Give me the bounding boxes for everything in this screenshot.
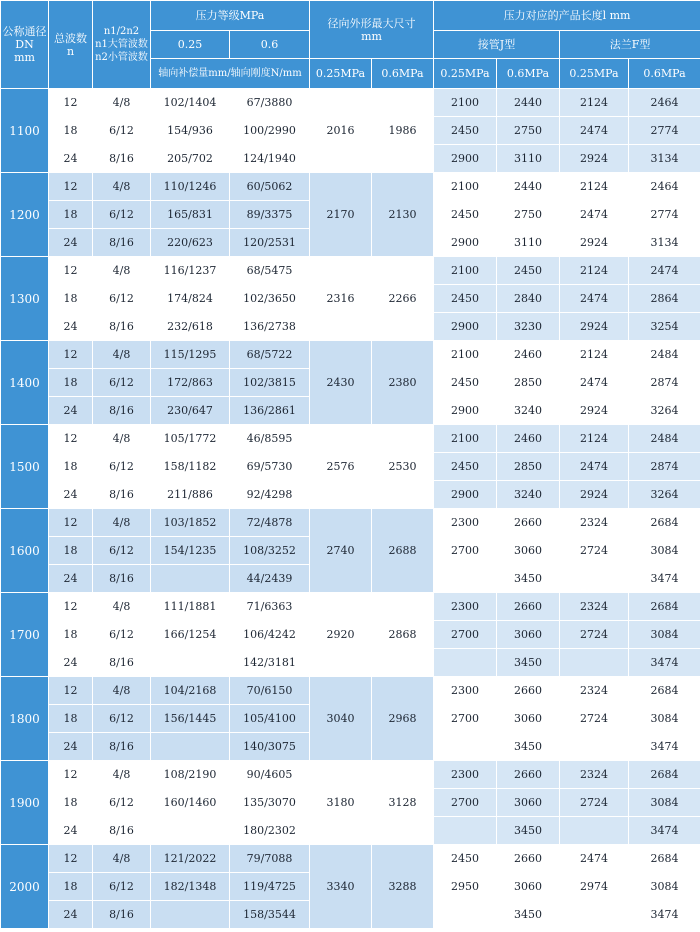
wave-ratio-cell: 8/16 [93, 145, 151, 173]
comp-06-cell: 140/3075 [230, 733, 310, 761]
wave-count-cell: 12 [49, 89, 93, 117]
flange-f-06-cell: 2464 [629, 173, 700, 201]
radial-06-cell: 2530 [372, 425, 434, 509]
wave-count-cell: 24 [49, 313, 93, 341]
comp-025-cell: 230/647 [151, 397, 230, 425]
pipe-j-06-cell: 3060 [497, 705, 560, 733]
radial-06-cell: 2868 [372, 593, 434, 677]
flange-f-025-cell: 2124 [560, 257, 629, 285]
pipe-j-025-cell: 2900 [434, 145, 497, 173]
wave-ratio-cell: 8/16 [93, 733, 151, 761]
comp-025-cell: 174/824 [151, 285, 230, 313]
comp-06-cell: 135/3070 [230, 789, 310, 817]
radial-025-cell: 2170 [310, 173, 372, 257]
pipe-j-025-cell: 2300 [434, 761, 497, 789]
comp-025-cell: 103/1852 [151, 509, 230, 537]
pipe-j-025-cell: 2900 [434, 229, 497, 257]
wave-count-cell: 24 [49, 817, 93, 845]
comp-06-cell: 72/4878 [230, 509, 310, 537]
flange-f-06-cell: 3474 [629, 901, 700, 929]
flange-f-06-cell: 3084 [629, 621, 700, 649]
flange-f-06-cell: 3084 [629, 537, 700, 565]
wave-count-cell: 24 [49, 397, 93, 425]
comp-06-cell: 180/2302 [230, 817, 310, 845]
header-total-waves: 总波数 n [49, 1, 93, 89]
radial-06-cell: 2380 [372, 341, 434, 425]
pipe-j-06-cell: 2460 [497, 425, 560, 453]
wave-count-cell: 12 [49, 761, 93, 789]
flange-f-025-cell: 2924 [560, 229, 629, 257]
comp-06-cell: 108/3252 [230, 537, 310, 565]
wave-count-cell: 18 [49, 789, 93, 817]
wave-ratio-cell: 6/12 [93, 621, 151, 649]
flange-f-025-cell [560, 649, 629, 677]
flange-f-025-cell: 2324 [560, 593, 629, 621]
pipe-j-06-cell: 2450 [497, 257, 560, 285]
pipe-j-025-cell: 2100 [434, 173, 497, 201]
flange-f-025-cell: 2124 [560, 89, 629, 117]
pipe-j-025-cell: 2700 [434, 621, 497, 649]
comp-025-cell: 211/886 [151, 481, 230, 509]
radial-06-cell: 2130 [372, 173, 434, 257]
table-row [1, 509, 700, 537]
pipe-j-06-cell: 3240 [497, 397, 560, 425]
table-row [1, 341, 700, 369]
pipe-j-025-cell: 2300 [434, 509, 497, 537]
wave-ratio-cell: 8/16 [93, 901, 151, 929]
wave-ratio-cell: 6/12 [93, 789, 151, 817]
header-length: 压力对应的产品长度l mm [434, 1, 700, 31]
flange-f-025-cell: 2924 [560, 481, 629, 509]
flange-f-06-cell: 2684 [629, 845, 700, 873]
comp-06-cell: 124/1940 [230, 145, 310, 173]
comp-025-cell: 232/618 [151, 313, 230, 341]
wave-ratio-cell: 6/12 [93, 369, 151, 397]
flange-f-06-cell: 3254 [629, 313, 700, 341]
radial-06-cell: 2968 [372, 677, 434, 761]
pipe-j-06-cell: 3110 [497, 229, 560, 257]
pipe-j-06-cell: 2850 [497, 453, 560, 481]
radial-06-cell: 2266 [372, 257, 434, 341]
pipe-j-06-cell: 3060 [497, 873, 560, 901]
flange-f-025-cell [560, 901, 629, 929]
flange-f-06-cell: 2684 [629, 761, 700, 789]
wave-ratio-cell: 6/12 [93, 117, 151, 145]
pipe-j-06-cell: 3060 [497, 537, 560, 565]
wave-ratio-cell: 6/12 [93, 453, 151, 481]
table-row [1, 257, 700, 285]
comp-06-cell: 105/4100 [230, 705, 310, 733]
radial-025-cell: 3180 [310, 761, 372, 845]
wave-ratio-cell: 4/8 [93, 761, 151, 789]
comp-025-cell: 104/2168 [151, 677, 230, 705]
pipe-j-025-cell: 2300 [434, 593, 497, 621]
pipe-j-025-cell: 2450 [434, 117, 497, 145]
comp-06-cell: 158/3544 [230, 901, 310, 929]
flange-f-025-cell: 2474 [560, 845, 629, 873]
flange-f-025-cell: 2974 [560, 873, 629, 901]
pipe-j-06-cell: 3450 [497, 733, 560, 761]
flange-f-06-cell: 2864 [629, 285, 700, 313]
comp-025-cell [151, 901, 230, 929]
wave-ratio-cell: 4/8 [93, 89, 151, 117]
flange-f-06-cell: 2874 [629, 369, 700, 397]
flange-f-025-cell: 2724 [560, 537, 629, 565]
header-compensation: 轴向补偿量mm/轴向刚度N/mm [151, 59, 310, 89]
wave-ratio-cell: 8/16 [93, 817, 151, 845]
wave-count-cell: 18 [49, 621, 93, 649]
radial-06-cell: 2688 [372, 509, 434, 593]
radial-025-cell: 2740 [310, 509, 372, 593]
wave-ratio-cell: 8/16 [93, 229, 151, 257]
flange-f-06-cell: 3474 [629, 817, 700, 845]
pipe-j-025-cell: 2450 [434, 845, 497, 873]
flange-f-06-cell: 2484 [629, 341, 700, 369]
comp-06-cell: 79/7088 [230, 845, 310, 873]
wave-count-cell: 18 [49, 453, 93, 481]
comp-025-cell: 105/1772 [151, 425, 230, 453]
pipe-j-025-cell: 2100 [434, 425, 497, 453]
pipe-j-025-cell: 2950 [434, 873, 497, 901]
wave-count-cell: 18 [49, 285, 93, 313]
dn-cell: 1200 [1, 173, 49, 257]
pipe-j-025-cell: 2100 [434, 341, 497, 369]
pipe-j-06-cell: 3230 [497, 313, 560, 341]
wave-count-cell: 12 [49, 425, 93, 453]
flange-f-06-cell: 2684 [629, 677, 700, 705]
pipe-j-06-cell: 2660 [497, 761, 560, 789]
comp-06-cell: 92/4298 [230, 481, 310, 509]
wave-ratio-cell: 4/8 [93, 341, 151, 369]
wave-ratio-cell: 6/12 [93, 537, 151, 565]
pipe-j-025-cell: 2700 [434, 705, 497, 733]
wave-ratio-cell: 6/12 [93, 285, 151, 313]
dn-cell: 1300 [1, 257, 49, 341]
table-row [1, 89, 700, 117]
flange-f-025-cell: 2924 [560, 397, 629, 425]
wave-count-cell: 18 [49, 537, 93, 565]
pipe-j-06-cell: 2460 [497, 341, 560, 369]
flange-f-025-cell: 2124 [560, 173, 629, 201]
header-j-06: 0.6MPa [497, 59, 560, 89]
comp-06-cell: 102/3815 [230, 369, 310, 397]
comp-06-cell: 100/2990 [230, 117, 310, 145]
flange-f-025-cell: 2124 [560, 425, 629, 453]
flange-f-06-cell: 3474 [629, 565, 700, 593]
comp-06-cell: 70/6150 [230, 677, 310, 705]
dn-cell: 1600 [1, 509, 49, 593]
comp-06-cell: 106/4242 [230, 621, 310, 649]
wave-count-cell: 24 [49, 481, 93, 509]
wave-ratio-cell: 6/12 [93, 705, 151, 733]
comp-025-cell: 110/1246 [151, 173, 230, 201]
pipe-j-025-cell: 2900 [434, 397, 497, 425]
pipe-j-06-cell: 2750 [497, 201, 560, 229]
flange-f-06-cell: 3474 [629, 649, 700, 677]
wave-ratio-cell: 8/16 [93, 313, 151, 341]
dn-cell: 1800 [1, 677, 49, 761]
comp-025-cell [151, 817, 230, 845]
dn-cell: 1100 [1, 89, 49, 173]
flange-f-025-cell: 2724 [560, 705, 629, 733]
comp-06-cell: 102/3650 [230, 285, 310, 313]
wave-ratio-cell: 4/8 [93, 425, 151, 453]
radial-025-cell: 2920 [310, 593, 372, 677]
flange-f-025-cell: 2474 [560, 285, 629, 313]
comp-06-cell: 60/5062 [230, 173, 310, 201]
comp-025-cell: 205/702 [151, 145, 230, 173]
flange-f-06-cell: 3134 [629, 229, 700, 257]
wave-ratio-cell: 8/16 [93, 649, 151, 677]
wave-ratio-cell: 4/8 [93, 593, 151, 621]
pipe-j-025-cell [434, 649, 497, 677]
pipe-j-06-cell: 2660 [497, 593, 560, 621]
comp-06-cell: 89/3375 [230, 201, 310, 229]
comp-025-cell: 182/1348 [151, 873, 230, 901]
pipe-j-06-cell: 3110 [497, 145, 560, 173]
pipe-j-06-cell: 2840 [497, 285, 560, 313]
flange-f-06-cell: 2774 [629, 117, 700, 145]
flange-f-025-cell: 2474 [560, 201, 629, 229]
flange-f-06-cell: 2774 [629, 201, 700, 229]
wave-count-cell: 24 [49, 565, 93, 593]
wave-count-cell: 24 [49, 649, 93, 677]
pipe-j-025-cell: 2700 [434, 537, 497, 565]
wave-count-cell: 18 [49, 201, 93, 229]
wave-count-cell: 24 [49, 733, 93, 761]
pipe-j-06-cell: 2660 [497, 677, 560, 705]
radial-06-cell: 1986 [372, 89, 434, 173]
comp-025-cell: 102/1404 [151, 89, 230, 117]
wave-count-cell: 18 [49, 705, 93, 733]
pipe-j-025-cell: 2900 [434, 481, 497, 509]
header-f-025: 0.25MPa [560, 59, 629, 89]
pipe-j-06-cell: 3060 [497, 621, 560, 649]
pipe-j-06-cell: 2660 [497, 509, 560, 537]
pipe-j-025-cell: 2700 [434, 789, 497, 817]
header-wave-ratio: n1/2n2 n1大管波数 n2小管波数 [93, 1, 151, 89]
wave-count-cell: 12 [49, 509, 93, 537]
wave-ratio-cell: 4/8 [93, 509, 151, 537]
header-f-06: 0.6MPa [629, 59, 700, 89]
flange-f-06-cell: 3474 [629, 733, 700, 761]
flange-f-025-cell: 2474 [560, 369, 629, 397]
comp-025-cell [151, 733, 230, 761]
table-row [1, 425, 700, 453]
pipe-j-025-cell: 2100 [434, 89, 497, 117]
comp-025-cell [151, 649, 230, 677]
wave-count-cell: 12 [49, 341, 93, 369]
flange-f-06-cell: 2464 [629, 89, 700, 117]
flange-f-06-cell: 3264 [629, 481, 700, 509]
comp-025-cell: 160/1460 [151, 789, 230, 817]
comp-06-cell: 90/4605 [230, 761, 310, 789]
pipe-j-06-cell: 3450 [497, 649, 560, 677]
pipe-j-025-cell: 2450 [434, 369, 497, 397]
pipe-j-06-cell: 3450 [497, 817, 560, 845]
wave-count-cell: 12 [49, 257, 93, 285]
header-p025: 0.25 [151, 31, 230, 59]
comp-06-cell: 67/3880 [230, 89, 310, 117]
wave-count-cell: 24 [49, 901, 93, 929]
flange-f-06-cell: 2684 [629, 509, 700, 537]
pipe-j-06-cell: 2440 [497, 89, 560, 117]
pipe-j-025-cell: 2300 [434, 677, 497, 705]
comp-06-cell: 69/5730 [230, 453, 310, 481]
wave-ratio-cell: 4/8 [93, 173, 151, 201]
pipe-j-025-cell: 2450 [434, 453, 497, 481]
comp-025-cell: 108/2190 [151, 761, 230, 789]
flange-f-025-cell: 2324 [560, 509, 629, 537]
pipe-j-06-cell: 2660 [497, 845, 560, 873]
header-dn: 公称通径 DN mm [1, 1, 49, 89]
comp-06-cell: 142/3181 [230, 649, 310, 677]
comp-025-cell: 115/1295 [151, 341, 230, 369]
flange-f-06-cell: 3084 [629, 705, 700, 733]
pipe-j-025-cell [434, 733, 497, 761]
comp-06-cell: 119/4725 [230, 873, 310, 901]
radial-025-cell: 2016 [310, 89, 372, 173]
comp-025-cell: 172/863 [151, 369, 230, 397]
comp-025-cell [151, 565, 230, 593]
dn-cell: 1500 [1, 425, 49, 509]
comp-06-cell: 46/8595 [230, 425, 310, 453]
comp-06-cell: 71/6363 [230, 593, 310, 621]
pipe-j-025-cell: 2900 [434, 313, 497, 341]
table-row [1, 593, 700, 621]
radial-025-cell: 3340 [310, 845, 372, 929]
comp-06-cell: 120/2531 [230, 229, 310, 257]
flange-f-025-cell: 2724 [560, 789, 629, 817]
comp-025-cell: 165/831 [151, 201, 230, 229]
flange-f-025-cell: 2324 [560, 677, 629, 705]
wave-count-cell: 24 [49, 229, 93, 257]
wave-ratio-cell: 6/12 [93, 201, 151, 229]
pipe-j-025-cell [434, 817, 497, 845]
flange-f-06-cell: 3084 [629, 789, 700, 817]
header-pipe-j: 接管J型 [434, 31, 560, 59]
dn-cell: 1400 [1, 341, 49, 425]
dn-cell: 2000 [1, 845, 49, 929]
radial-025-cell: 2576 [310, 425, 372, 509]
header-radial-size: 径向外形最大尺寸 mm [310, 1, 434, 59]
header-rad-025: 0.25MPa [310, 59, 372, 89]
wave-count-cell: 18 [49, 117, 93, 145]
pipe-j-06-cell: 3240 [497, 481, 560, 509]
flange-f-025-cell: 2924 [560, 313, 629, 341]
radial-06-cell: 3288 [372, 845, 434, 929]
flange-f-06-cell: 2484 [629, 425, 700, 453]
flange-f-025-cell [560, 817, 629, 845]
flange-f-06-cell: 2474 [629, 257, 700, 285]
flange-f-025-cell [560, 733, 629, 761]
header-rad-06: 0.6MPa [372, 59, 434, 89]
comp-025-cell: 111/1881 [151, 593, 230, 621]
flange-f-06-cell: 2684 [629, 593, 700, 621]
comp-06-cell: 68/5475 [230, 257, 310, 285]
comp-025-cell: 156/1445 [151, 705, 230, 733]
table-row [1, 173, 700, 201]
comp-025-cell: 154/1235 [151, 537, 230, 565]
header-flange-f: 法兰F型 [560, 31, 700, 59]
comp-025-cell: 116/1237 [151, 257, 230, 285]
pipe-j-06-cell: 2440 [497, 173, 560, 201]
flange-f-025-cell [560, 565, 629, 593]
comp-025-cell: 220/623 [151, 229, 230, 257]
table-header [1, 1, 700, 89]
comp-025-cell: 158/1182 [151, 453, 230, 481]
radial-025-cell: 3040 [310, 677, 372, 761]
wave-ratio-cell: 4/8 [93, 845, 151, 873]
flange-f-06-cell: 3084 [629, 873, 700, 901]
flange-f-025-cell: 2724 [560, 621, 629, 649]
wave-ratio-cell: 8/16 [93, 397, 151, 425]
pipe-j-06-cell: 2850 [497, 369, 560, 397]
flange-f-06-cell: 3264 [629, 397, 700, 425]
wave-ratio-cell: 6/12 [93, 873, 151, 901]
radial-025-cell: 2430 [310, 341, 372, 425]
wave-count-cell: 18 [49, 369, 93, 397]
wave-count-cell: 12 [49, 677, 93, 705]
wave-count-cell: 18 [49, 873, 93, 901]
table-row [1, 677, 700, 705]
wave-ratio-cell: 4/8 [93, 677, 151, 705]
table-row [1, 845, 700, 873]
pipe-j-025-cell: 2450 [434, 201, 497, 229]
comp-06-cell: 44/2439 [230, 565, 310, 593]
flange-f-025-cell: 2124 [560, 341, 629, 369]
header-pressure-grade: 压力等级MPa [151, 1, 310, 31]
pipe-j-025-cell [434, 901, 497, 929]
comp-06-cell: 136/2861 [230, 397, 310, 425]
wave-ratio-cell: 4/8 [93, 257, 151, 285]
dn-cell: 1900 [1, 761, 49, 845]
comp-06-cell: 136/2738 [230, 313, 310, 341]
radial-025-cell: 2316 [310, 257, 372, 341]
table-body [1, 89, 700, 929]
table-row [1, 761, 700, 789]
flange-f-025-cell: 2474 [560, 117, 629, 145]
pipe-j-06-cell: 3450 [497, 565, 560, 593]
pipe-j-025-cell [434, 565, 497, 593]
comp-025-cell: 154/936 [151, 117, 230, 145]
flange-f-06-cell: 2874 [629, 453, 700, 481]
dn-cell: 1700 [1, 593, 49, 677]
comp-025-cell: 121/2022 [151, 845, 230, 873]
flange-f-06-cell: 3134 [629, 145, 700, 173]
pipe-j-06-cell: 2750 [497, 117, 560, 145]
wave-count-cell: 12 [49, 593, 93, 621]
comp-06-cell: 68/5722 [230, 341, 310, 369]
flange-f-025-cell: 2924 [560, 145, 629, 173]
wave-ratio-cell: 8/16 [93, 481, 151, 509]
radial-06-cell: 3128 [372, 761, 434, 845]
flange-f-025-cell: 2324 [560, 761, 629, 789]
wave-count-cell: 12 [49, 173, 93, 201]
pipe-j-06-cell: 3060 [497, 789, 560, 817]
wave-count-cell: 24 [49, 145, 93, 173]
comp-025-cell: 166/1254 [151, 621, 230, 649]
flange-f-025-cell: 2474 [560, 453, 629, 481]
pipe-j-025-cell: 2100 [434, 257, 497, 285]
header-p06: 0.6 [230, 31, 310, 59]
wave-count-cell: 12 [49, 845, 93, 873]
pipe-j-06-cell: 3450 [497, 901, 560, 929]
pipe-j-025-cell: 2450 [434, 285, 497, 313]
header-j-025: 0.25MPa [434, 59, 497, 89]
wave-ratio-cell: 8/16 [93, 565, 151, 593]
